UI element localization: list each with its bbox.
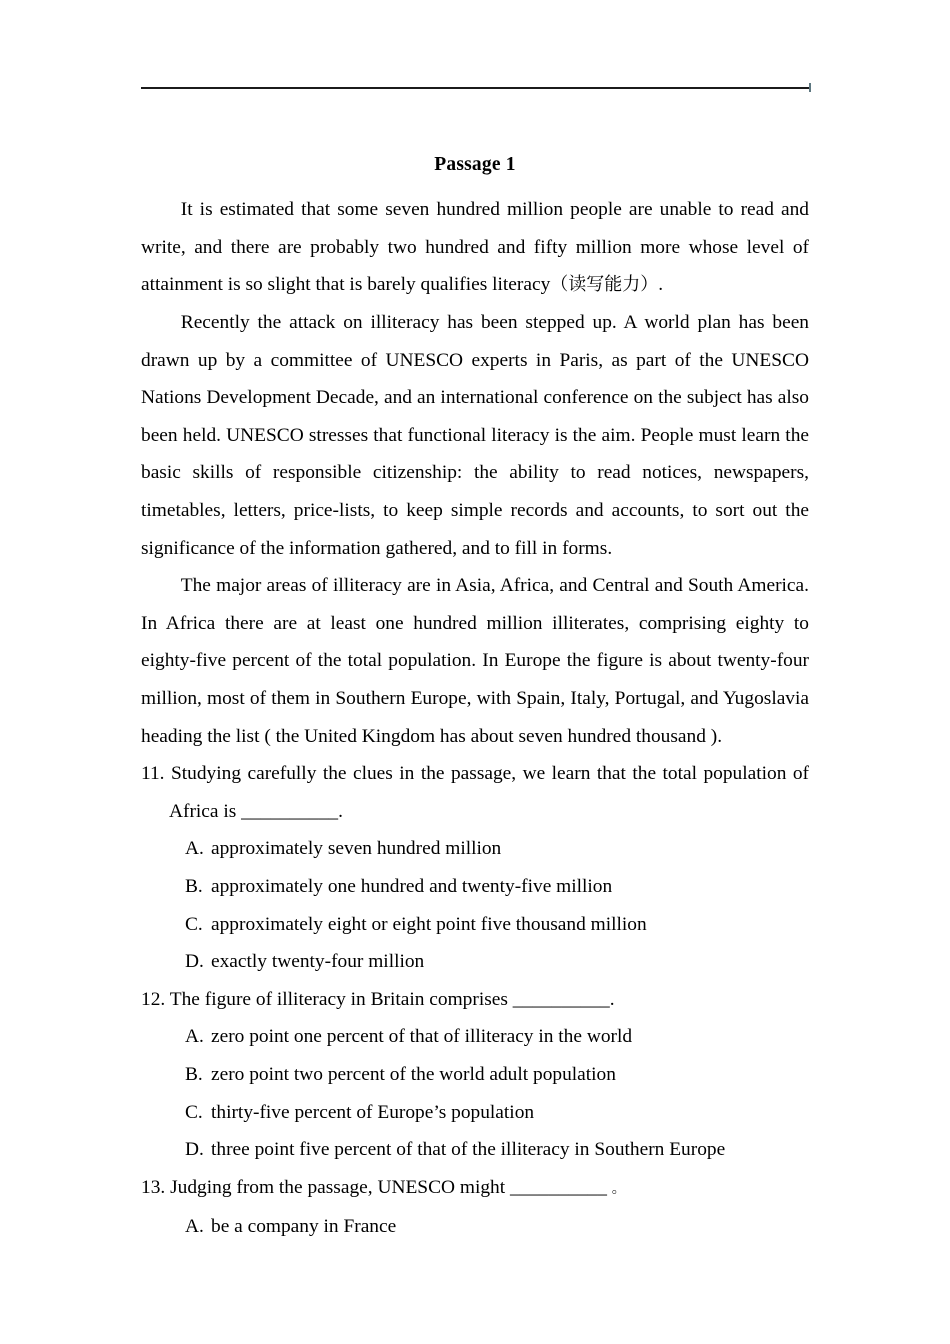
question-11-option-b[interactable] — [141, 868, 809, 906]
question-13-text: Judging from the passage, UNESCO might — [170, 1176, 506, 1198]
paragraph-1-gloss: （读写能力） — [550, 274, 659, 296]
question-11-option-c[interactable] — [141, 906, 809, 944]
option-letter: B. — [185, 1063, 203, 1085]
header-rule-end-tick — [809, 83, 811, 92]
page-title: Passage 1 — [434, 154, 516, 175]
option-letter: B. — [185, 875, 203, 897]
question-11-terminator: . — [338, 800, 343, 822]
question-13 — [141, 1169, 809, 1246]
question-11-blank[interactable]: __________ — [241, 800, 339, 822]
passage-paragraph-1 — [141, 191, 809, 304]
question-11-option-a[interactable] — [141, 830, 809, 868]
question-12-text: The figure of illiteracy in Britain comprises — [169, 988, 508, 1010]
option-letter: C. — [185, 1101, 203, 1123]
question-11 — [141, 755, 809, 981]
question-11-number: 11. — [141, 763, 165, 785]
question-12 — [141, 981, 809, 1169]
option-text: zero point two percent of the world adult population — [211, 1063, 616, 1085]
question-12-option-d[interactable] — [141, 1131, 809, 1169]
option-letter: D. — [185, 951, 204, 973]
option-text: be a company in France — [211, 1216, 397, 1238]
question-12-terminator: . — [609, 988, 615, 1010]
passage-paragraph-2: Recently the attack on illiteracy has been stepped up. A world plan has been drawn up by a committee of UNESCO experts in Paris, as part of the UNESCO Nations Development Decade, and an international conference on the subject has also been held. UNESCO stresses that functional literacy is the aim. People must learn the basic skills of responsible citizenship: the ability to read notices, newspapers, timetables, letters, price-lists, to keep simple records and accounts, to sort out the significance of the information gathered, and to fill in forms. — [141, 312, 809, 559]
question-13-stem — [141, 1169, 809, 1209]
option-letter: A. — [185, 1216, 204, 1238]
option-text: zero point one percent of that of illiteracy in the world — [211, 1026, 633, 1048]
question-12-option-c[interactable] — [141, 1094, 809, 1132]
option-text: three point five percent of that of the illiteracy in Southern Europe — [211, 1139, 726, 1161]
question-11-text: Studying carefully the clues in the passage, we learn that the total population of Africa is — [169, 763, 809, 822]
question-12-option-a[interactable] — [141, 1018, 809, 1056]
question-11-option-d[interactable] — [141, 943, 809, 981]
question-12-number: 12. — [141, 988, 166, 1010]
option-letter: C. — [185, 913, 203, 935]
question-12-blank[interactable]: __________ — [512, 988, 610, 1010]
option-text: thirty-five percent of Europe’s population — [211, 1101, 535, 1123]
question-12-option-b[interactable] — [141, 1056, 809, 1094]
option-letter: A. — [185, 838, 204, 860]
page-content — [141, 150, 809, 1246]
question-13-option-a[interactable] — [141, 1208, 809, 1246]
header-rule — [141, 87, 810, 89]
question-13-number: 13. — [141, 1176, 166, 1198]
question-13-terminator: 。 — [611, 1180, 626, 1197]
passage-paragraph-3: The major areas of illiteracy are in Asia, Africa, and Central and South America. In Africa there are at least one hundred million illiterates, comprising eighty to eighty-five percent of the total population. In Europe the figure is about twenty-four million, most of them in Southern Europe, with Spain, Italy, Portugal, and Yugoslavia heading the list ( the United Kingdom has about seven hundred thousand ). — [141, 575, 809, 747]
question-13-blank[interactable]: __________ — [509, 1176, 607, 1198]
option-text: approximately seven hundred million — [211, 838, 502, 860]
option-text: approximately eight or eight point five thousand million — [211, 913, 647, 935]
paragraph-1-tail: . — [658, 274, 664, 296]
option-text: approximately one hundred and twenty-five million — [211, 875, 613, 897]
option-letter: A. — [185, 1026, 204, 1048]
option-text: exactly twenty-four million — [211, 951, 425, 973]
question-11-stem — [141, 755, 809, 830]
question-12-stem — [141, 981, 809, 1019]
option-letter: D. — [185, 1139, 204, 1161]
paragraph-1-text: It is estimated that some seven hundred million people are unable to read and write, and there are probably two hundred and fifty million more whose level of attainment is so slight that is barely qualifies literacy — [141, 199, 809, 296]
